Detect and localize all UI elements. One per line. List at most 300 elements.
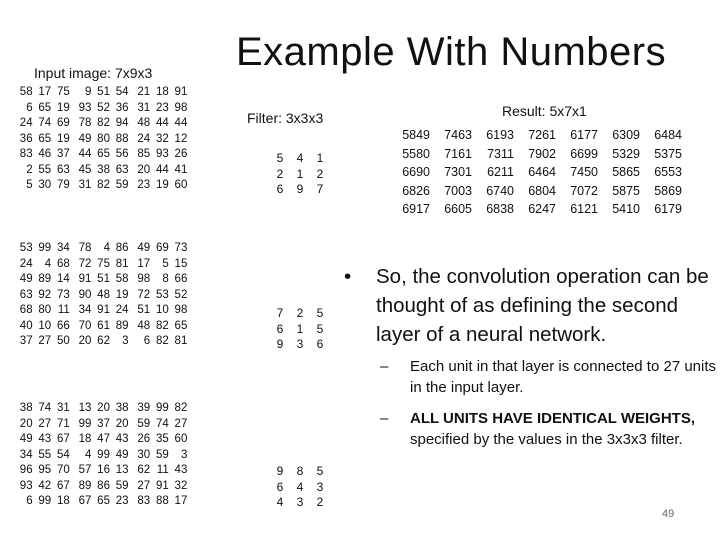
matrix-row: [14, 147, 187, 163]
matrix-cell: 4: [103, 242, 110, 254]
matrix-cell: 82: [155, 335, 169, 347]
matrix-cell: 7072: [570, 183, 598, 198]
matrix-cell: 91: [97, 304, 110, 316]
matrix-cell: 19: [56, 132, 70, 145]
matrix-cell: 92: [38, 288, 52, 301]
matrix-cell: 59: [115, 479, 129, 492]
matrix-cell: 27: [137, 479, 151, 492]
result-caption: Result: 5x7x1: [502, 103, 587, 119]
matrix-cell: 23: [137, 179, 151, 191]
matrix-row: [14, 463, 187, 479]
matrix-cell: 2: [316, 495, 324, 509]
matrix-row: [14, 417, 187, 433]
matrix-cell: 37: [19, 335, 33, 347]
matrix-row: [14, 494, 187, 510]
matrix-cell: 38: [115, 402, 129, 414]
matrix-cell: 96: [19, 464, 33, 476]
matrix-cell: 5: [316, 464, 324, 478]
matrix-cell: 6484: [654, 128, 682, 142]
matrix-cell: 99: [38, 242, 52, 254]
matrix-cell: 52: [97, 101, 110, 114]
matrix-cell: 5869: [654, 183, 682, 198]
matrix-cell: 59: [115, 179, 129, 191]
matrix-cell: 66: [174, 273, 188, 285]
matrix-row: [270, 464, 330, 480]
matrix-cell: 6464: [528, 165, 556, 179]
matrix-cell: 57: [78, 464, 92, 476]
matrix-cell: 27: [38, 417, 52, 430]
matrix-cell: 59: [155, 448, 169, 461]
matrix-cell: 5865: [612, 165, 640, 179]
matrix-cell: 19: [155, 179, 169, 191]
matrix-cell: 43: [174, 464, 188, 476]
matrix-cell: 6699: [570, 146, 598, 161]
matrix-cell: 59: [137, 417, 151, 430]
matrix-cell: 23: [115, 495, 129, 507]
matrix-cell: 89: [115, 319, 129, 332]
sub-bullet-marker: –: [380, 358, 389, 375]
matrix-cell: 44: [155, 163, 169, 176]
matrix-cell: 83: [137, 495, 151, 507]
matrix-cell: 74: [38, 402, 52, 414]
matrix-row: [14, 319, 187, 335]
filter-channel-2: [270, 306, 330, 353]
matrix-cell: 20: [97, 402, 110, 414]
matrix-cell: 66: [56, 319, 70, 332]
matrix-cell: 32: [174, 479, 188, 492]
matrix-cell: 36: [19, 132, 33, 145]
matrix-cell: 65: [97, 148, 110, 160]
matrix-cell: 82: [174, 402, 188, 414]
matrix-cell: 60: [174, 179, 188, 191]
matrix-cell: 6: [276, 479, 284, 494]
matrix-cell: 6121: [570, 202, 598, 216]
matrix-cell: 7161: [444, 146, 472, 161]
matrix-cell: 3: [296, 337, 304, 351]
matrix-cell: 6: [316, 337, 324, 351]
matrix-row: [14, 132, 187, 148]
matrix-cell: 40: [19, 319, 33, 332]
matrix-cell: 24: [19, 257, 33, 270]
matrix-cell: 7003: [444, 183, 472, 198]
matrix-cell: 5875: [612, 183, 640, 198]
matrix-cell: 65: [174, 319, 188, 332]
matrix-cell: 51: [97, 86, 110, 98]
matrix-cell: 24: [137, 132, 151, 145]
matrix-cell: 43: [38, 433, 52, 445]
sub-bullet-2-bold: ALL UNITS HAVE IDENTICAL WEIGHTS,: [410, 410, 696, 427]
matrix-cell: 16: [97, 464, 110, 476]
matrix-cell: 7463: [444, 128, 472, 142]
matrix-cell: 15: [174, 257, 188, 270]
matrix-cell: 6177: [570, 128, 598, 142]
matrix-row: [14, 479, 187, 495]
matrix-row: [14, 116, 187, 132]
matrix-cell: 67: [78, 495, 92, 507]
matrix-cell: 56: [115, 148, 129, 160]
matrix-cell: 5329: [612, 146, 640, 161]
filter-channel-3: [270, 464, 330, 511]
input-channel-2: [14, 241, 187, 350]
matrix-cell: 37: [97, 417, 110, 430]
matrix-cell: 99: [97, 448, 110, 461]
matrix-cell: 53: [155, 288, 169, 301]
matrix-cell: 44: [78, 148, 92, 160]
matrix-cell: 5375: [654, 146, 682, 161]
matrix-cell: 20: [115, 417, 129, 430]
matrix-cell: 20: [78, 335, 92, 347]
matrix-cell: 65: [38, 101, 52, 114]
matrix-cell: 63: [19, 288, 33, 301]
matrix-cell: 38: [19, 402, 33, 414]
matrix-row: [14, 448, 187, 464]
matrix-cell: 88: [155, 495, 169, 507]
matrix-cell: 93: [19, 479, 33, 492]
matrix-cell: 6: [26, 495, 33, 507]
matrix-cell: 81: [115, 257, 129, 270]
matrix-cell: 85: [137, 148, 151, 160]
matrix-row: [270, 322, 330, 338]
matrix-row: [270, 337, 330, 353]
matrix-cell: 2: [296, 306, 304, 320]
matrix-row: [14, 241, 187, 257]
matrix-row: [398, 126, 692, 145]
matrix-cell: 39: [137, 402, 151, 414]
matrix-cell: 5: [162, 257, 169, 270]
matrix-cell: 67: [56, 479, 70, 492]
matrix-row: [14, 85, 187, 101]
matrix-row: [270, 495, 330, 511]
matrix-cell: 75: [56, 86, 70, 98]
bullet-main-text: So, the convolution operation can be thought of as defining the second layer of a neural network.: [376, 265, 709, 346]
matrix-cell: 83: [19, 148, 33, 160]
matrix-cell: 11: [156, 464, 169, 476]
matrix-cell: 34: [78, 304, 92, 316]
matrix-cell: 65: [97, 495, 110, 507]
sub-bullet-2-rest: specified by the values in the 3x3x3 filter.: [410, 431, 683, 448]
matrix-cell: 20: [137, 163, 151, 176]
matrix-cell: 51: [97, 273, 110, 285]
matrix-row: [14, 432, 187, 448]
matrix-cell: 3: [180, 448, 188, 461]
matrix-cell: 13: [115, 464, 129, 476]
matrix-row: [398, 163, 692, 182]
matrix-cell: 93: [155, 148, 169, 160]
matrix-row: [14, 288, 187, 304]
matrix-cell: 86: [97, 479, 110, 492]
matrix-cell: 65: [38, 132, 52, 145]
matrix-cell: 68: [19, 304, 33, 316]
matrix-cell: 48: [137, 319, 151, 332]
matrix-cell: 74: [155, 417, 169, 430]
matrix-cell: 30: [38, 179, 52, 191]
matrix-cell: 49: [78, 132, 92, 145]
matrix-row: [270, 306, 330, 322]
matrix-cell: 44: [155, 117, 169, 129]
matrix-row: [14, 163, 187, 179]
matrix-cell: 78: [78, 117, 92, 129]
matrix-cell: 13: [78, 402, 92, 414]
matrix-cell: 91: [174, 86, 188, 98]
matrix-cell: 6917: [402, 202, 430, 216]
matrix-cell: 37: [56, 148, 70, 160]
matrix-cell: 88: [115, 132, 129, 145]
matrix-cell: 44: [174, 117, 188, 129]
matrix-cell: 3: [316, 479, 324, 494]
matrix-row: [14, 101, 187, 117]
matrix-cell: 21: [137, 86, 151, 98]
matrix-cell: 46: [38, 148, 52, 160]
matrix-cell: 48: [97, 288, 110, 301]
matrix-cell: 55: [38, 448, 52, 461]
matrix-cell: 10: [155, 304, 169, 316]
filter-caption: Filter: 3x3x3: [247, 110, 324, 126]
matrix-cell: 98: [174, 304, 188, 316]
matrix-cell: 45: [78, 163, 92, 176]
matrix-row: [398, 200, 692, 219]
matrix-cell: 1: [296, 166, 304, 181]
matrix-row: [270, 182, 330, 198]
matrix-cell: 5410: [612, 202, 640, 216]
matrix-cell: 79: [56, 179, 70, 191]
matrix-cell: 49: [137, 242, 151, 254]
matrix-cell: 62: [137, 464, 151, 476]
matrix-cell: 82: [97, 117, 110, 129]
matrix-cell: 18: [78, 433, 92, 445]
matrix-cell: 5: [26, 179, 33, 191]
matrix-cell: 6247: [528, 202, 556, 216]
matrix-cell: 3: [296, 495, 304, 509]
matrix-cell: 9: [84, 86, 92, 98]
matrix-cell: 81: [174, 335, 188, 347]
input-channel-1: [14, 85, 187, 194]
matrix-cell: 70: [56, 464, 70, 476]
matrix-cell: 17: [137, 257, 151, 270]
matrix-cell: 70: [78, 319, 92, 332]
matrix-cell: 49: [19, 433, 33, 445]
matrix-cell: 32: [155, 132, 169, 145]
matrix-cell: 10: [38, 319, 52, 332]
matrix-cell: 91: [78, 273, 92, 285]
sub-bullet-2: [380, 408, 720, 478]
matrix-cell: 75: [97, 257, 110, 270]
matrix-cell: 1: [316, 151, 324, 165]
matrix-cell: 8: [296, 464, 304, 478]
matrix-cell: 17: [38, 86, 52, 98]
matrix-cell: 23: [155, 101, 169, 114]
matrix-cell: 47: [97, 433, 110, 445]
matrix-cell: 80: [97, 132, 110, 145]
matrix-cell: 14: [56, 273, 70, 285]
matrix-cell: 71: [56, 417, 70, 430]
matrix-cell: 90: [78, 288, 92, 301]
matrix-cell: 7261: [528, 128, 556, 142]
matrix-cell: 20: [19, 417, 33, 430]
matrix-cell: 2: [26, 163, 33, 176]
page-number: 49: [662, 508, 675, 520]
matrix-cell: 34: [56, 242, 70, 254]
matrix-cell: 89: [38, 273, 52, 285]
matrix-cell: 48: [137, 117, 151, 129]
matrix-cell: 5: [316, 321, 324, 336]
matrix-row: [398, 182, 692, 201]
matrix-cell: 2: [316, 166, 324, 181]
matrix-cell: 7: [276, 306, 284, 320]
matrix-cell: 3: [122, 335, 129, 347]
matrix-cell: 5849: [402, 128, 430, 142]
matrix-cell: 8: [162, 273, 169, 285]
matrix-cell: 80: [38, 304, 52, 316]
matrix-cell: 4: [296, 479, 304, 494]
matrix-cell: 68: [56, 257, 70, 270]
matrix-cell: 73: [174, 242, 188, 254]
matrix-cell: 38: [97, 163, 110, 176]
matrix-cell: 6: [276, 321, 284, 336]
matrix-cell: 86: [115, 242, 129, 254]
matrix-cell: 5: [276, 151, 284, 165]
matrix-cell: 5: [316, 306, 324, 320]
matrix-cell: 6: [26, 101, 33, 114]
result-matrix: [398, 126, 692, 219]
matrix-cell: 18: [56, 495, 70, 507]
matrix-cell: 27: [174, 417, 188, 430]
sub-bullet-marker: –: [380, 410, 389, 427]
matrix-cell: 99: [78, 417, 92, 430]
matrix-cell: 43: [115, 433, 129, 445]
matrix-cell: 7301: [444, 165, 472, 179]
matrix-cell: 12: [174, 132, 188, 145]
matrix-cell: 6690: [402, 165, 430, 179]
matrix-cell: 52: [174, 288, 188, 301]
matrix-cell: 54: [115, 86, 129, 98]
matrix-cell: 50: [56, 335, 70, 347]
matrix-cell: 61: [97, 319, 110, 332]
slide-title: Example With Numbers: [236, 30, 667, 74]
matrix-cell: 82: [97, 179, 110, 191]
matrix-cell: 63: [115, 163, 129, 176]
matrix-cell: 93: [78, 101, 92, 114]
matrix-cell: 74: [38, 117, 52, 129]
matrix-row: [14, 272, 187, 288]
matrix-cell: 4: [276, 495, 284, 509]
matrix-cell: 9: [296, 182, 304, 196]
matrix-cell: 60: [174, 433, 188, 445]
matrix-cell: 62: [97, 335, 110, 347]
matrix-cell: 31: [137, 101, 151, 114]
matrix-cell: 6179: [654, 202, 682, 216]
sub-bullet-1-text: Each unit in that layer is connected to 27 units in the input layer.: [410, 358, 717, 396]
matrix-row: [270, 151, 330, 167]
matrix-cell: 4: [44, 257, 52, 270]
matrix-cell: 69: [155, 242, 169, 254]
matrix-cell: 6193: [486, 128, 514, 142]
matrix-cell: 69: [56, 117, 70, 129]
matrix-cell: 72: [78, 257, 92, 270]
matrix-cell: 7311: [487, 146, 514, 161]
matrix-cell: 18: [155, 86, 169, 98]
matrix-cell: 30: [137, 448, 151, 461]
matrix-row: [14, 303, 187, 319]
matrix-row: [14, 401, 187, 417]
matrix-cell: 42: [38, 479, 52, 492]
matrix-cell: 54: [56, 448, 70, 461]
sub-bullet-2-text: [410, 408, 720, 450]
matrix-cell: 58: [115, 273, 129, 285]
matrix-cell: 67: [56, 433, 70, 445]
matrix-cell: 7902: [528, 146, 556, 161]
matrix-cell: 31: [56, 402, 70, 414]
matrix-cell: 9: [276, 337, 284, 351]
matrix-cell: 5580: [402, 146, 430, 161]
matrix-cell: 6740: [486, 183, 514, 198]
matrix-cell: 98: [174, 101, 188, 114]
matrix-cell: 1: [296, 321, 304, 336]
matrix-cell: 7: [316, 182, 324, 196]
matrix-row: [14, 178, 187, 194]
matrix-cell: 94: [115, 117, 129, 129]
matrix-cell: 6826: [402, 183, 430, 198]
matrix-cell: 7450: [570, 165, 598, 179]
matrix-cell: 11: [57, 304, 70, 316]
matrix-cell: 95: [38, 464, 52, 476]
matrix-cell: 35: [155, 433, 169, 445]
matrix-cell: 26: [174, 148, 188, 160]
matrix-cell: 4: [296, 151, 304, 165]
matrix-cell: 24: [19, 117, 33, 129]
matrix-cell: 98: [137, 273, 151, 285]
matrix-cell: 99: [38, 495, 52, 507]
matrix-cell: 63: [56, 163, 70, 176]
matrix-row: [398, 145, 692, 164]
matrix-cell: 19: [56, 101, 70, 114]
matrix-cell: 6553: [654, 165, 682, 179]
matrix-cell: 51: [137, 304, 151, 316]
matrix-cell: 91: [155, 479, 169, 492]
sub-bullet-1: [380, 356, 720, 400]
matrix-cell: 6838: [486, 202, 514, 216]
matrix-cell: 53: [19, 242, 33, 254]
matrix-cell: 17: [174, 495, 188, 507]
matrix-cell: 6: [143, 335, 151, 347]
matrix-cell: 55: [38, 163, 52, 176]
matrix-cell: 41: [174, 163, 188, 176]
matrix-row: [270, 480, 330, 496]
matrix-cell: 49: [115, 448, 129, 461]
matrix-cell: 19: [115, 288, 129, 301]
matrix-cell: 34: [19, 448, 33, 461]
matrix-cell: 89: [78, 479, 92, 492]
matrix-cell: 99: [155, 402, 169, 414]
matrix-cell: 73: [56, 288, 70, 301]
matrix-cell: 2: [276, 166, 284, 181]
matrix-cell: 58: [19, 86, 33, 98]
matrix-cell: 78: [78, 242, 92, 254]
input-channel-3: [14, 401, 187, 510]
matrix-cell: 6309: [612, 128, 640, 142]
filter-channel-1: [270, 151, 330, 198]
matrix-cell: 82: [155, 319, 169, 332]
matrix-row: [14, 257, 187, 273]
matrix-cell: 6: [276, 182, 284, 196]
input-caption: Input image: 7x9x3: [34, 65, 153, 81]
matrix-cell: 26: [137, 433, 151, 445]
matrix-row: [270, 167, 330, 183]
matrix-cell: 9: [276, 464, 284, 478]
matrix-cell: 27: [38, 335, 52, 347]
matrix-cell: 6605: [444, 202, 472, 216]
matrix-cell: 72: [137, 288, 151, 301]
matrix-cell: 49: [19, 273, 33, 285]
